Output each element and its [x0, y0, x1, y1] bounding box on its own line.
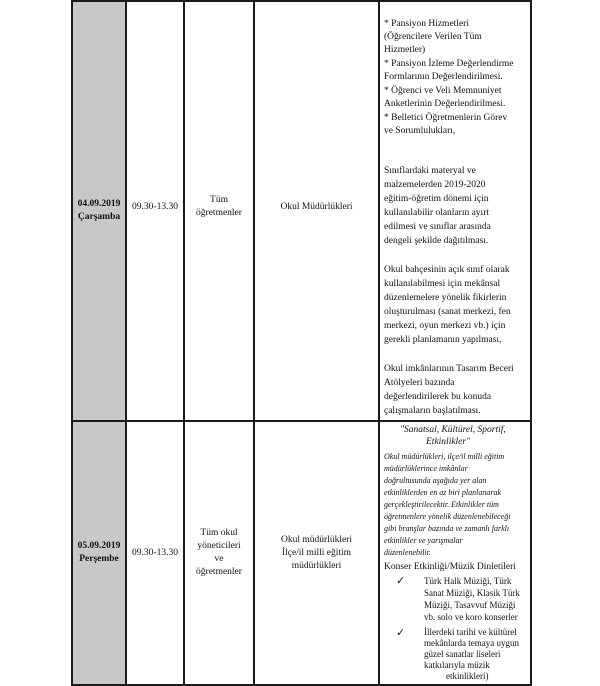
desc-line: merkezi, oyun merkezi vb.) için [384, 321, 506, 331]
row2-time-cell [127, 422, 183, 684]
row1-day: Çarşamba [77, 212, 121, 222]
desc-line: düzenlemelere yönelik fikirlerin [384, 293, 507, 303]
row2-participants-line: ve [214, 554, 224, 564]
row2-participants-cell [185, 422, 253, 684]
row1-responsible-cell [255, 2, 378, 412]
row2-participants-line: Tüm okul [200, 528, 238, 538]
row2-participants-line: öğretmenler [196, 567, 242, 577]
row2-date-cell [73, 422, 125, 684]
bullet-line: katkılarıyla müzik [424, 660, 490, 670]
italic-line: etkinliklerden en az biri planlanarak [384, 488, 502, 497]
row2-responsible-cell [255, 422, 378, 684]
desc-line: * Öğrenci ve Veli Memnuniyet [384, 86, 502, 96]
row2-responsible-line: İlçe/il milli eğitim [281, 547, 352, 558]
italic-line: etkinlikler ve yarışmalar [384, 536, 463, 545]
row1-time: 09.30-13.30 [132, 201, 178, 212]
row2-responsible-line: müdürlükleri [291, 560, 342, 571]
row2-participants-line: yöneticileri [197, 541, 241, 551]
bullet-line: Sanat Müziği, Klasik Türk [424, 588, 520, 598]
desc-line: ve Sorumlulukları, [384, 126, 456, 136]
italic-line: gibi branşlar bazında ve zamanlı farklı [384, 524, 510, 533]
row1-responsible: Okul Müdürlükleri [280, 201, 353, 212]
row2-responsible-line: Okul müdürlükleri [281, 534, 352, 545]
desc-line: edilmesi ve sınıflar arasında [384, 222, 491, 232]
desc-line: gerekli planlamanın yapılması, [384, 335, 502, 345]
row1-participants-cell [185, 2, 253, 412]
desc-line: malzemelerden 2019-2020 [384, 180, 486, 190]
row1-participants-line: öğretmenler [196, 208, 242, 218]
desc-line: * Pansiyon İzleme Değerlendirme [384, 59, 514, 69]
desc-line: * Pansiyon Hizmetleri [384, 19, 469, 29]
desc-line: Hizmetler) [384, 45, 426, 55]
checkmark-icon: ✓ [396, 627, 406, 639]
bullet-line: Müziği, Tasavvuf Müziği [424, 600, 516, 610]
row2-day: Perşembe [79, 554, 119, 564]
desc-line: kullanılabilir olanların ayırt [384, 208, 489, 218]
desc-line: Atölyeleri bazında [384, 378, 455, 388]
italic-line: düzenlenebilir. [384, 548, 431, 557]
table-border-col4 [378, 0, 380, 686]
desc-line: Sınıflardaki materyal ve [384, 166, 476, 176]
desc-line: Formlarının Değerlendirilmesi. [384, 72, 503, 82]
heading-line: Etkinlikler" [426, 437, 471, 447]
desc-line: Okul bahçesinin açık sınıf olarak [384, 265, 510, 275]
bullet-line: vb. solo ve koro konserler [424, 612, 518, 622]
bullet-line: Türk Halk Müziği, Türk [424, 576, 512, 586]
desc-line: kullanılabilmesi için mekânsal [384, 279, 501, 289]
row1-time-cell [127, 2, 183, 412]
desc-line: Okul imkânlarının Tasarım Beceri [384, 364, 514, 374]
desc-line: oluşturulması (sanat merkezi, fen [384, 307, 511, 317]
desc-line: değerlendirilerek bu konuda [384, 392, 492, 402]
bullet-line: mekânlarda temaya uygun [424, 638, 519, 648]
row1-date-cell [73, 2, 125, 420]
table-border-right [530, 0, 532, 686]
bullet-line: güzel sanatlar liseleri [424, 649, 501, 659]
desc-line: Anketlerinin Değerlendirilmesi. [384, 99, 506, 109]
desc-line: * Belletici Öğretmenlerin Görev [384, 113, 508, 123]
italic-line: Okul müdürlükleri, ilçe/il milli eğitim [384, 452, 505, 461]
desc-line: dengeli şekilde dağıtılması. [384, 236, 489, 246]
desc-line: çalışmaların başlatılması. [384, 406, 481, 416]
bullet-line: İllerdeki tarihi ve kültürel [424, 627, 517, 637]
row2-date: 05.09.2019 [77, 541, 121, 551]
desc-line: eğitim-öğretim dönemi için [384, 194, 489, 204]
heading-line: "Sanatsal, Kültürel, Sportif, [400, 425, 506, 435]
row1-participants-line: Tüm [210, 195, 228, 205]
checkmark-icon: ✓ [396, 575, 406, 587]
row1-date: 04.09.2019 [77, 199, 121, 209]
italic-line: müdürlüklerince imkânlar [384, 464, 468, 473]
subheading: Konser Etkinliği/Müzik Dinletileri [384, 562, 516, 572]
bullet-line: etkinlikleri) [446, 671, 489, 681]
italic-line: gerçekleştirilecektir. Etkinlikler tüm [384, 500, 499, 509]
row2-time: 09.30-13.30 [132, 547, 178, 558]
italic-line: doğrultusunda aşağıda yer alan [384, 476, 487, 485]
desc-line: (Öğrencilere Verilen Tüm [384, 32, 482, 42]
italic-line: öğretmenlere yönelik düzenlenebileceği [384, 512, 511, 521]
